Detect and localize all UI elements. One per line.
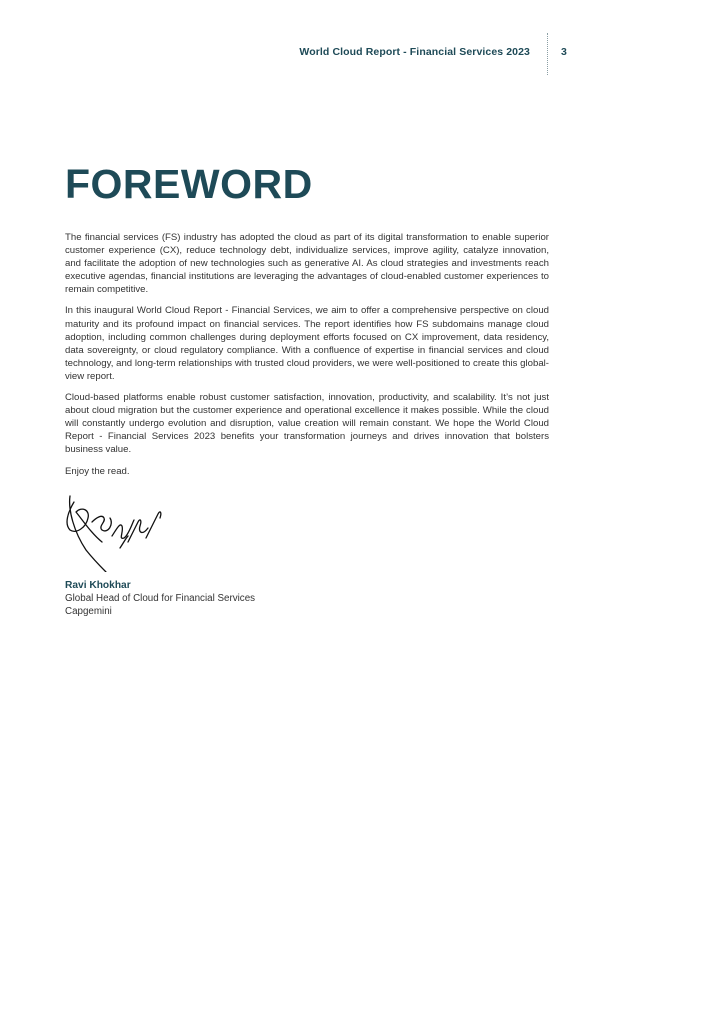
signer-company: Capgemini — [65, 606, 112, 617]
signer-title: Global Head of Cloud for Financial Services — [65, 593, 256, 604]
signer-name: Ravi Khokhar — [65, 580, 131, 591]
foreword-body — [65, 231, 549, 486]
page-number: 3 — [561, 46, 567, 58]
paragraph-4: Enjoy the read. — [65, 465, 130, 477]
signer-block — [65, 579, 365, 618]
paragraph-3: Cloud-based platforms enable robust customer satisfaction, innovation, productivity, and scalability. It’s not just about cloud migration but the customer experience and operational excellence it makes possible. While the cloud will constantly undergo evolution and disruption, value creation will remain constant. We hope the World Cloud Report - Financial Services 2023 benefits your transformation journeys and drives innovation that bolsters business value. — [65, 392, 549, 456]
header-title: World Cloud Report - Financial Services 2023 — [299, 46, 530, 58]
page-title: FOREWORD — [65, 161, 313, 207]
paragraph-1: The financial services (FS) industry has adopted the cloud as part of its digital transformation to enable superior customer experience (CX), reduce technology debt, individualize services, improve agility, catalyze innovation, and facilitate the adoption of new technologies such as generative AI. As cloud strategies and investments reach executive agendas, financial institutions are leveraging the advantages of cloud-enabled customer experiences to remain competitive. — [65, 232, 549, 296]
paragraph-2: In this inaugural World Cloud Report - Financial Services, we aim to offer a comprehensive perspective on cloud maturity and its profound impact on financial services. The report identifies how FS subdomains manage cloud adoption, including common challenges during deployment efforts focused on CX improvement, data residency, data sovereignty, or cloud regulatory compliance. With a confluence of expertise in financial services and cloud technology, and long-term relationships with trusted cloud providers, we were well-positioned to create this global-view report. — [65, 305, 549, 382]
header-divider — [547, 33, 548, 75]
signature-image — [62, 492, 170, 572]
